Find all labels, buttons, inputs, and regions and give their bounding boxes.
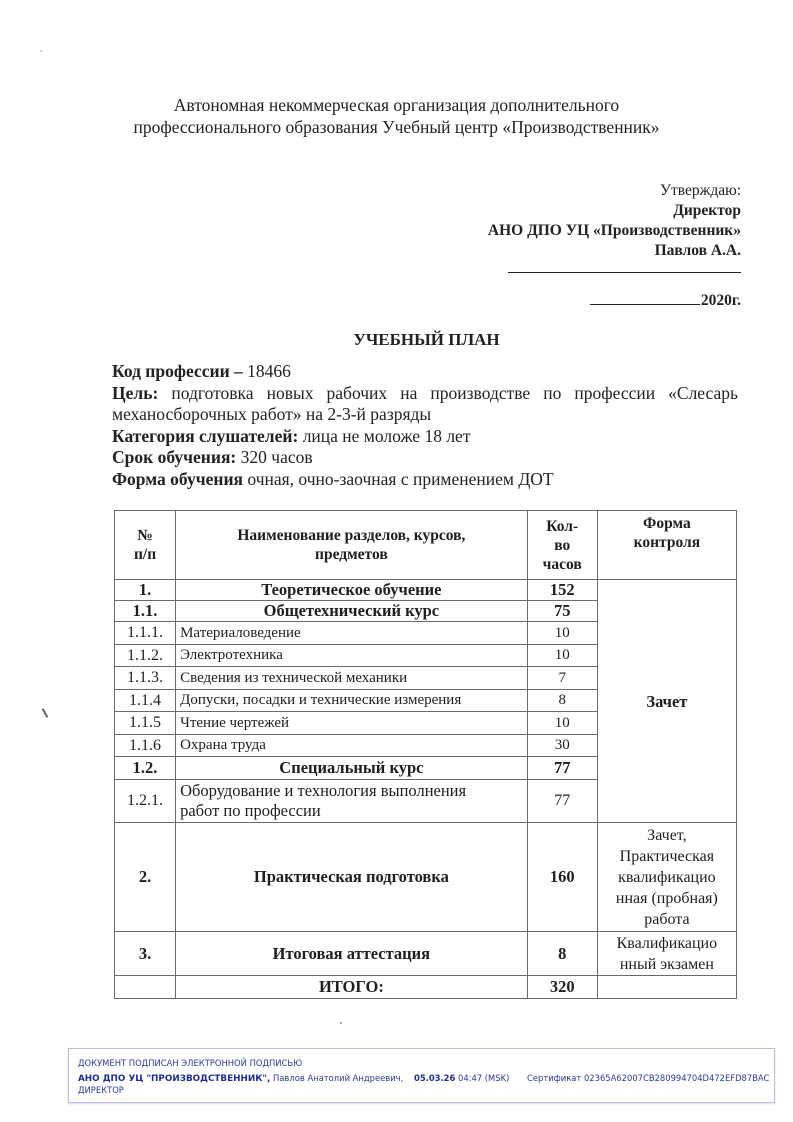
- header-hours-line: часов: [542, 555, 582, 573]
- control-line: нный экзамен: [619, 955, 714, 973]
- row-name: Материаловедение: [176, 622, 528, 645]
- header-num-line: №: [137, 527, 153, 544]
- goal-label: Цель:: [112, 382, 159, 403]
- row-name: Итоговая аттестация: [176, 932, 528, 976]
- listener-category: [112, 426, 738, 448]
- approval-block: [488, 181, 741, 261]
- signature-line: [508, 272, 741, 273]
- row-hours: 77: [527, 757, 597, 780]
- row-name: Теоретическое обучение: [176, 580, 528, 601]
- row-name: ИТОГО:: [176, 976, 528, 999]
- header-control: [597, 511, 736, 580]
- organization-header: [0, 94, 793, 138]
- approval-position: Директор: [673, 202, 741, 219]
- signature-certificate: Сертификат 02365A62007CB280994704D472EFD87BAC: [527, 1073, 770, 1083]
- row-name: [176, 780, 528, 823]
- row-name: Практическая подготовка: [176, 823, 528, 932]
- scan-speck: [40, 50, 42, 52]
- duration-value: 320 часов: [236, 447, 313, 467]
- profession-code: [112, 361, 738, 383]
- signature-time: 04:47 (MSK): [455, 1073, 510, 1083]
- row-hours: 30: [527, 735, 597, 757]
- row-name-line: работ по профессии: [180, 801, 321, 820]
- header-num-line: п/п: [133, 546, 157, 563]
- row-num: 2.: [115, 823, 176, 932]
- org-line-2: профессионального образования Учебный центр «Производственник»: [133, 117, 660, 137]
- training-form: [112, 469, 738, 491]
- approval-year: 2020г.: [700, 292, 741, 309]
- table-row: [115, 580, 737, 601]
- control-line: Квалификацио: [616, 934, 718, 952]
- row-num: 1.1.5: [115, 712, 176, 735]
- approval-name: Павлов А.А.: [654, 242, 741, 259]
- plan-meta: [112, 361, 738, 490]
- header-name-line: предметов: [315, 546, 388, 563]
- row-num: 1.1.3.: [115, 667, 176, 690]
- row-control-practice: [597, 823, 736, 932]
- row-hours: 8: [527, 932, 597, 976]
- row-control-final: [597, 932, 736, 976]
- control-line: Практическая: [619, 847, 715, 865]
- row-hours: 320: [527, 976, 597, 999]
- category-label: Категория слушателей:: [112, 425, 299, 446]
- row-hours: 77: [527, 780, 597, 823]
- signature-datetime: [414, 1073, 509, 1083]
- category-value: лица не моложе 18 лет: [298, 425, 471, 446]
- org-line-1: Автономная некоммерческая организация дополнительного: [173, 95, 620, 115]
- row-num: 1.1.6: [115, 735, 176, 757]
- row-hours: 75: [527, 601, 597, 622]
- row-num: [115, 976, 176, 999]
- row-num: 1.2.: [115, 757, 176, 780]
- row-hours: 10: [527, 622, 597, 645]
- row-control-theory: Зачет: [597, 580, 736, 823]
- goal-line-1: [112, 383, 738, 405]
- curriculum-table: [114, 510, 737, 999]
- approval-label: Утверждаю:: [660, 182, 741, 199]
- signature-heading: ДОКУМЕНТ ПОДПИСАН ЭЛЕКТРОННОЙ ПОДПИСЬЮ: [78, 1058, 303, 1068]
- row-hours: 10: [527, 645, 597, 667]
- row-num: 1.1.2.: [115, 645, 176, 667]
- header-num: [115, 511, 176, 580]
- code-value: 18466: [242, 361, 291, 381]
- row-num: 1.1.: [115, 601, 176, 622]
- approval-organization: АНО ДПО УЦ «Производственник»: [487, 222, 741, 239]
- goal-value-1: подготовка новых рабочих на производстве по профессии «Слесарь: [158, 382, 738, 403]
- row-name: Допуски, посадки и технические измерения: [176, 690, 528, 712]
- row-num: 1.1.4: [115, 690, 176, 712]
- row-name: Сведения из технической механики: [176, 667, 528, 690]
- header-hours-line: во: [554, 536, 571, 554]
- signature-date: 05.03.26: [414, 1073, 456, 1083]
- header-control-line: Форма: [643, 515, 691, 532]
- goal-line-2: механосборочных работ» на 2-3-й разряды: [112, 404, 432, 424]
- duration-label: Срок обучения:: [112, 447, 237, 467]
- row-num: 1.1.1.: [115, 622, 176, 645]
- row-name: Охрана труда: [176, 735, 528, 757]
- signature-signer: Павлов Анатолий Андреевич,: [270, 1073, 404, 1083]
- table-total-row: [115, 976, 737, 999]
- row-name-line: Оборудование и технология выполнения: [180, 781, 467, 800]
- header-hours-line: Кол-: [546, 517, 579, 535]
- row-name: Общетехнический курс: [176, 601, 528, 622]
- row-num: 1.: [115, 580, 176, 601]
- header-name-line: Наименование разделов, курсов,: [237, 527, 466, 544]
- header-name: [176, 511, 528, 580]
- table-header-row: [115, 511, 737, 580]
- table-row: [115, 932, 737, 976]
- row-name: Электротехника: [176, 645, 528, 667]
- row-num: 1.2.1.: [115, 780, 176, 823]
- control-line: работа: [644, 910, 690, 928]
- control-line: Зачет,: [647, 826, 687, 844]
- document-title: УЧЕБНЫЙ ПЛАН: [353, 330, 500, 349]
- row-hours: 152: [527, 580, 597, 601]
- row-hours: 7: [527, 667, 597, 690]
- row-num: 3.: [115, 932, 176, 976]
- signature-signer-line: [78, 1073, 403, 1084]
- scan-speck: [42, 708, 49, 718]
- row-hours: 160: [527, 823, 597, 932]
- header-control-line: контроля: [633, 534, 701, 551]
- row-control-empty: [597, 976, 736, 999]
- signature-role: ДИРЕКТОР: [78, 1085, 124, 1095]
- header-hours: [527, 511, 597, 580]
- row-hours: 8: [527, 690, 597, 712]
- scan-speck: [340, 1022, 342, 1024]
- code-label: Код профессии –: [112, 361, 243, 381]
- form-value: очная, очно-заочная с применением ДОТ: [243, 468, 554, 489]
- electronic-signature-stamp: [68, 1048, 775, 1103]
- training-duration: [112, 447, 738, 469]
- table-row: [115, 823, 737, 932]
- form-label: Форма обучения: [112, 468, 244, 489]
- row-name: Чтение чертежей: [176, 712, 528, 735]
- signature-organization: АНО ДПО УЦ "ПРОИЗВОДСТВЕННИК",: [78, 1074, 271, 1084]
- control-line: квалификацио: [618, 868, 716, 886]
- date-blank: [590, 290, 700, 305]
- row-hours: 10: [527, 712, 597, 735]
- row-name: Специальный курс: [176, 757, 528, 780]
- approval-date: [590, 290, 741, 310]
- control-line: нная (пробная): [615, 889, 718, 907]
